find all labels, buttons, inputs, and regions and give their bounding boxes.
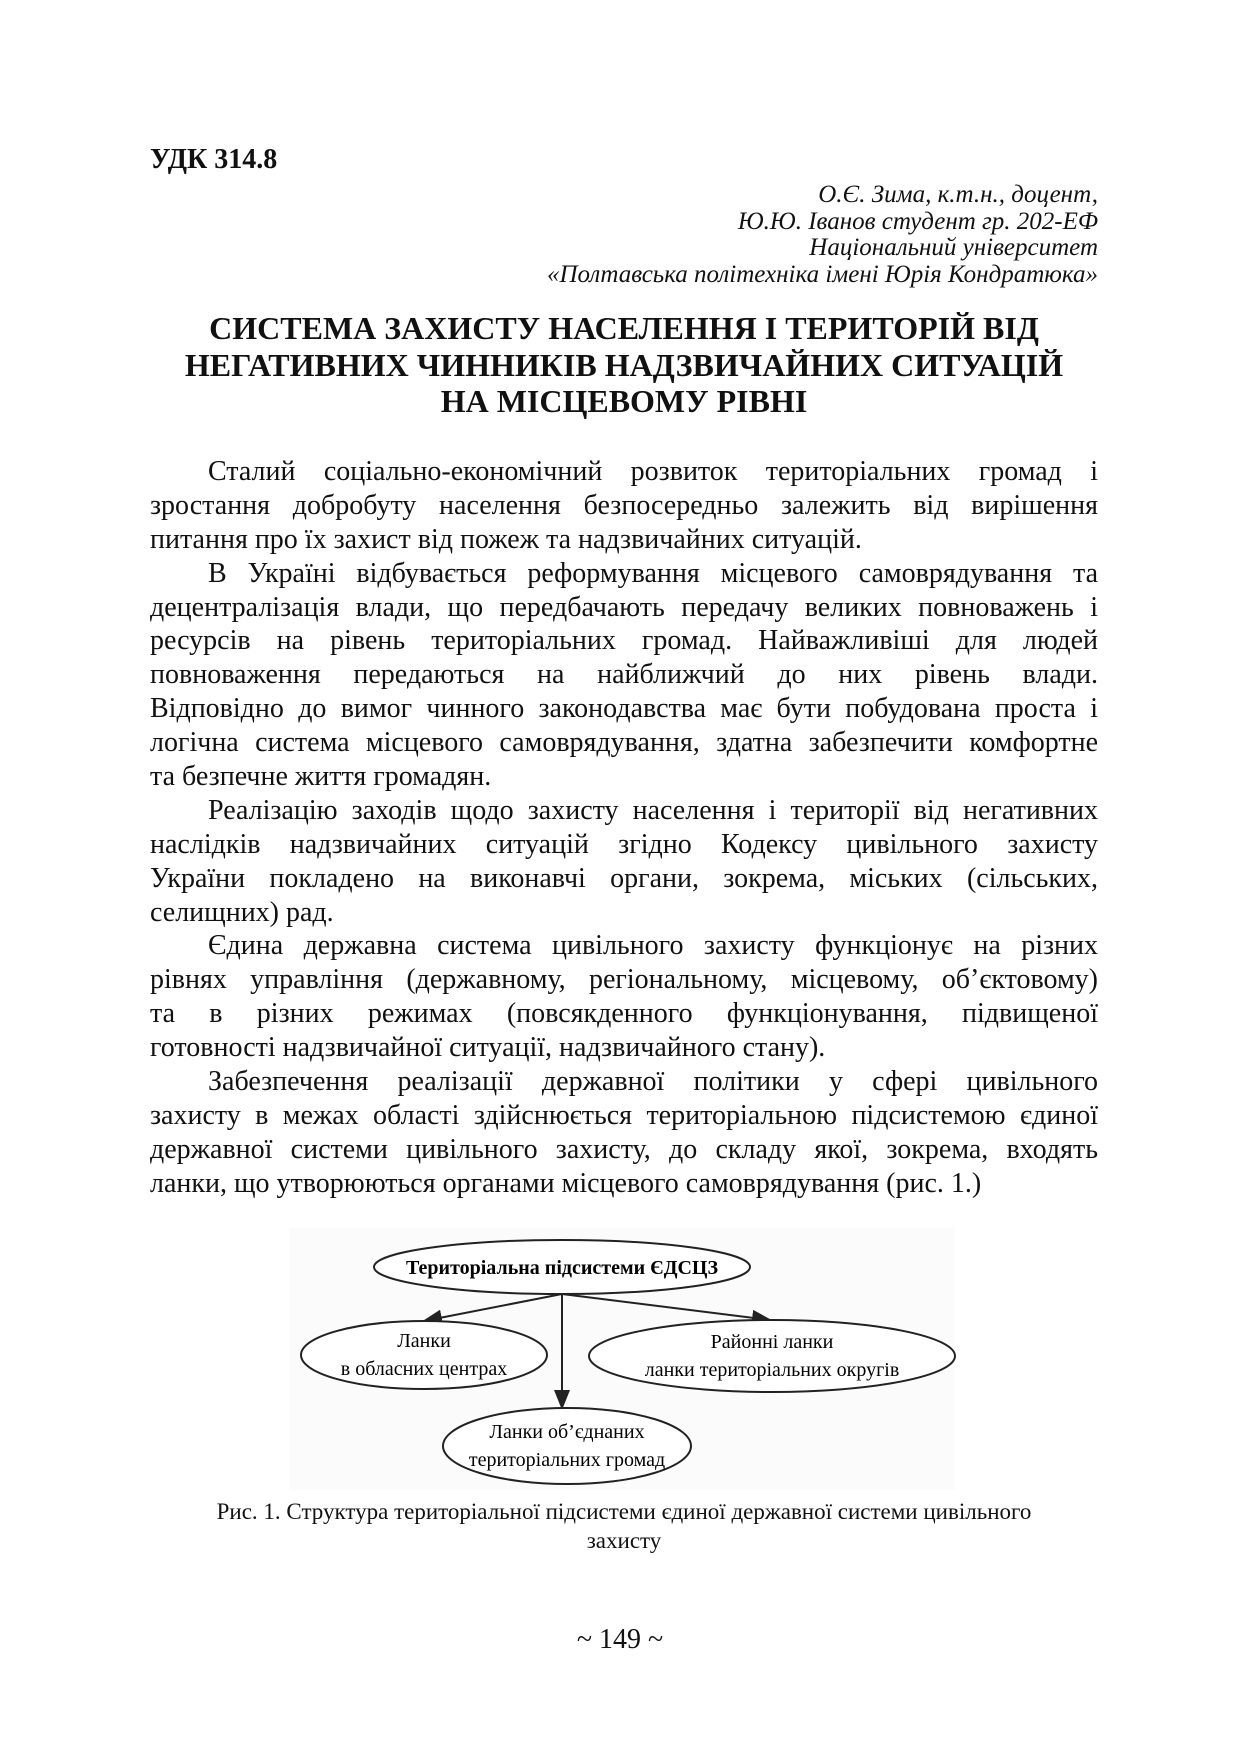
text-line: ланки, що утворюються органами місцевого самоврядування (рис. 1.) <box>150 1167 982 1199</box>
text-line: та в різних режимах (повсякденного функціонування, підвищеної <box>150 998 1098 1030</box>
text-line: України покладено на виконавчі органи, зокрема, міських (сільських, <box>150 862 1098 894</box>
title-line: СИСТЕМА ЗАХИСТУ НАСЕЛЕННЯ І ТЕРИТОРІЙ ВІД <box>209 310 1039 346</box>
node-bottom-label: територіальних громад <box>468 1449 666 1471</box>
title-line: НА МІСЦЕВОМУ РІВНІ <box>440 383 808 419</box>
node-right <box>589 1320 955 1392</box>
text-line: Сталий соціально-економічний розвиток територіальних громад і <box>208 456 1098 487</box>
author-line: О.Є. Зима, к.т.н., доцент, <box>818 181 1098 208</box>
text-line: Реалізацію заходів щодо захисту населення і території від негативних <box>208 794 1098 826</box>
affiliation-line: Національний університет <box>809 234 1098 261</box>
node-left-label: в обласних центрах <box>340 1358 508 1380</box>
node-root-label: Територіальна підсистеми ЄДСЦЗ <box>405 1257 719 1279</box>
title-line: НЕГАТИВНИХ ЧИННИКІВ НАДЗВИЧАЙНИХ СИТУАЦІЙ <box>184 346 1064 383</box>
page-number: ~ 149 ~ <box>576 1624 664 1655</box>
node-bottom-label: Ланки об’єднаних <box>489 1421 645 1443</box>
caption-line: Рис. 1. Структура територіальної підсистеми єдиної державної системи цивільного <box>216 1499 1032 1524</box>
text-line: В Україні відбувається реформування місцевого самоврядування та <box>208 557 1098 589</box>
text-line: готовності надзвичайної ситуації, надзвичайного стану). <box>150 1032 826 1064</box>
udc-code: УДК 314.8 <box>150 144 278 175</box>
text-line: селищних) рад. <box>150 896 334 928</box>
text-line: рівнях управління (державному, регіональному, місцевому, об’єктовому) <box>150 964 1098 996</box>
text-line: Відповідно до вимог чинного законодавства має бути побудована проста і <box>150 693 1098 725</box>
text-line: питання про їх захист від пожеж та надзвичайних ситуацій. <box>150 523 862 555</box>
node-left <box>301 1321 547 1389</box>
text-line: логічна система місцевого самоврядування, здатна забезпечити комфортне <box>150 727 1098 759</box>
text-line: децентралізація влади, що передбачають передачу великих повноважень і <box>150 591 1098 623</box>
text-line: Єдина державна система цивільного захисту функціонує на різних <box>208 930 1098 962</box>
text-line: захисту в межах області здійснюється територіальною підсистемою єдиної <box>150 1099 1098 1131</box>
text-line: Забезпечення реалізації державної політики у сфері цивільного <box>208 1066 1098 1098</box>
affiliation-line: «Полтавська політехніка імені Юрія Кондратюка» <box>547 260 1098 288</box>
figure-caption <box>150 1497 1098 1555</box>
node-left-label: Ланки <box>397 1330 451 1352</box>
node-right-label: ланки територіальних округів <box>644 1359 900 1381</box>
text-line: зростання добробуту населення безпосередньо залежить від вирішення <box>150 489 1098 521</box>
node-root <box>374 1240 750 1294</box>
caption-line: захисту <box>586 1528 662 1553</box>
node-bottom <box>443 1408 691 1484</box>
text-line: державної системи цивільного захисту, до складу якої, зокрема, входять <box>150 1133 1098 1165</box>
text-line: наслідків надзвичайних ситуацій згідно Кодексу цивільного захисту <box>150 828 1098 860</box>
author-line: Ю.Ю. Іванов студент гр. 202-ЕФ <box>737 207 1098 235</box>
text-line: та безпечне життя громадян. <box>150 761 492 793</box>
text-line: ресурсів на рівень територіальних громад. Найважливіші для людей <box>150 625 1098 657</box>
node-right-label: Районні ланки <box>710 1331 834 1353</box>
text-line: повноваження передаються на найближчий до них рівень влади. <box>150 659 1098 691</box>
